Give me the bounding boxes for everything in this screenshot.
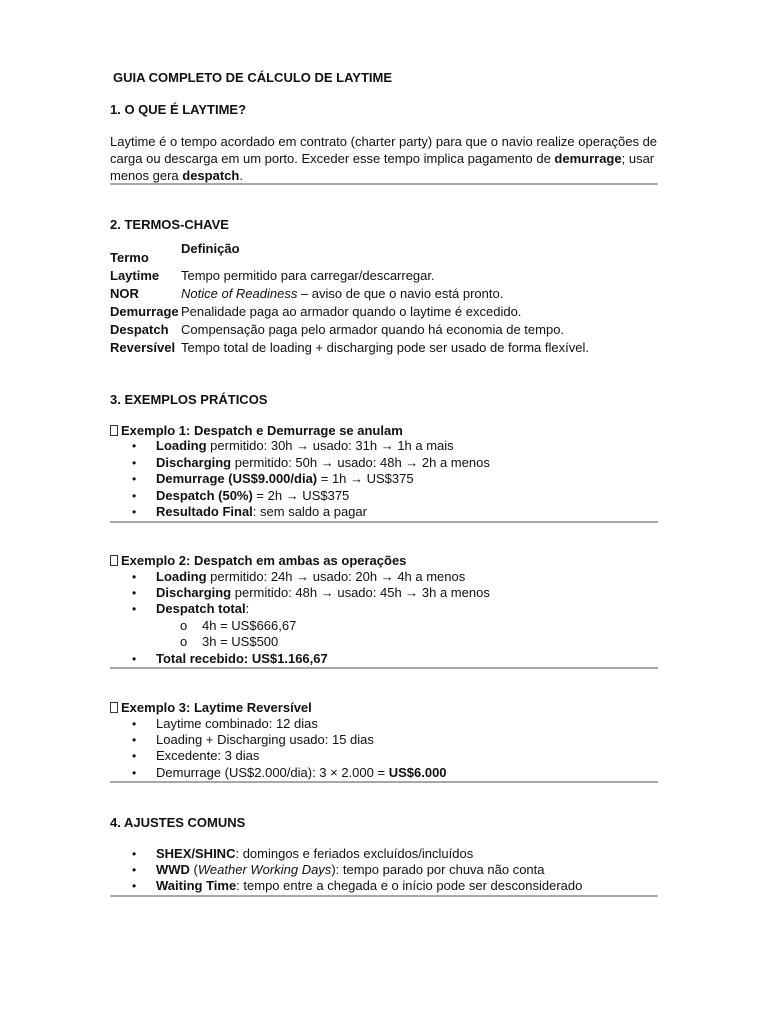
section-1-heading: 1. O QUE É LAYTIME? [110,102,247,117]
example-3-title: Exemplo 3: Laytime Reversível [110,699,312,716]
list-item: • Loading + Discharging usado: 15 dias [132,732,374,747]
sub-list-item: o 3h = US$500 [180,634,279,649]
list-item: • SHEX/SHINC: domingos e feriados excluídos/incluídos [132,846,474,861]
doc-title: GUIA COMPLETO DE CÁLCULO DE LAYTIME [113,70,393,85]
term-cell: Reversível [110,340,176,355]
list-item: • Discharging permitido: 50h → usado: 48h → 2h a menos [132,455,490,470]
list-item: • Despatch total: [132,601,250,616]
term-cell: Despatch [110,322,169,337]
section-divider [110,667,658,669]
list-item: • Demurrage (US$9.000/dia) = 1h → US$375 [132,471,414,486]
list-item: • Resultado Final: sem saldo a pagar [132,504,367,519]
table-row [110,321,658,339]
section-2-heading: 2. TERMOS-CHAVE [110,217,229,232]
table-row [110,285,658,303]
list-item: • Loading permitido: 24h → usado: 20h → 4h a menos [132,569,466,584]
list-item: • Excedente: 3 dias [132,748,260,763]
column-header-term: Termo [110,250,149,265]
checkbox-icon [110,702,118,713]
definition-cell: Notice of Readiness – aviso de que o navio está pronto. [181,286,504,301]
list-item: • Waiting Time: tempo entre a chegada e o início pode ser desconsiderado [132,878,583,893]
section-divider [110,781,658,783]
table-row [110,339,658,357]
section-1-paragraph: Laytime é o tempo acordado em contrato (charter party) para que o navio realize operações de carga ou descarga em um porto. Exceder esse tempo implica pagamento de demurrage; usar menos gera despatch. [110,134,658,183]
terms-table-header [110,240,658,265]
definition-cell: Compensação paga pelo armador quando há economia de tempo. [181,322,565,337]
checkbox-icon [110,425,118,436]
section-divider [110,895,658,897]
definition-cell: Tempo total de loading + discharging pode ser usado de forma flexível. [181,340,589,355]
list-item: • WWD (Weather Working Days): tempo parado por chuva não conta [132,862,545,877]
section-divider [110,521,658,523]
sub-list-item: o 4h = US$666,67 [180,618,297,633]
column-header-definition: Definição [181,241,240,256]
list-item: • Despatch (50%) = 2h → US$375 [132,488,350,503]
example-2-title: Exemplo 2: Despatch em ambas as operações [110,552,406,569]
definition-cell: Tempo permitido para carregar/descarregar. [181,268,435,283]
checkbox-icon [110,555,118,566]
term-cell: Demurrage [110,304,179,319]
list-item: • Discharging permitido: 48h → usado: 45h → 3h a menos [132,585,490,600]
section-4-heading: 4. AJUSTES COMUNS [110,815,246,830]
term-cell: NOR [110,286,139,301]
definition-cell: Penalidade paga ao armador quando o laytime é excedido. [181,304,522,319]
list-item: • Demurrage (US$2.000/dia): 3 × 2.000 = US$6.000 [132,765,447,780]
example-1-title: Exemplo 1: Despatch e Demurrage se anulam [110,422,403,439]
list-item: • Loading permitido: 30h → usado: 31h → 1h a mais [132,438,454,453]
section-divider [110,183,658,185]
section-3-heading: 3. EXEMPLOS PRÁTICOS [110,392,268,407]
table-row [110,303,658,321]
table-row [110,267,658,285]
list-item: • Laytime combinado: 12 dias [132,716,318,731]
list-item: • Total recebido: US$1.166,67 [132,651,328,666]
term-cell: Laytime [110,268,160,283]
